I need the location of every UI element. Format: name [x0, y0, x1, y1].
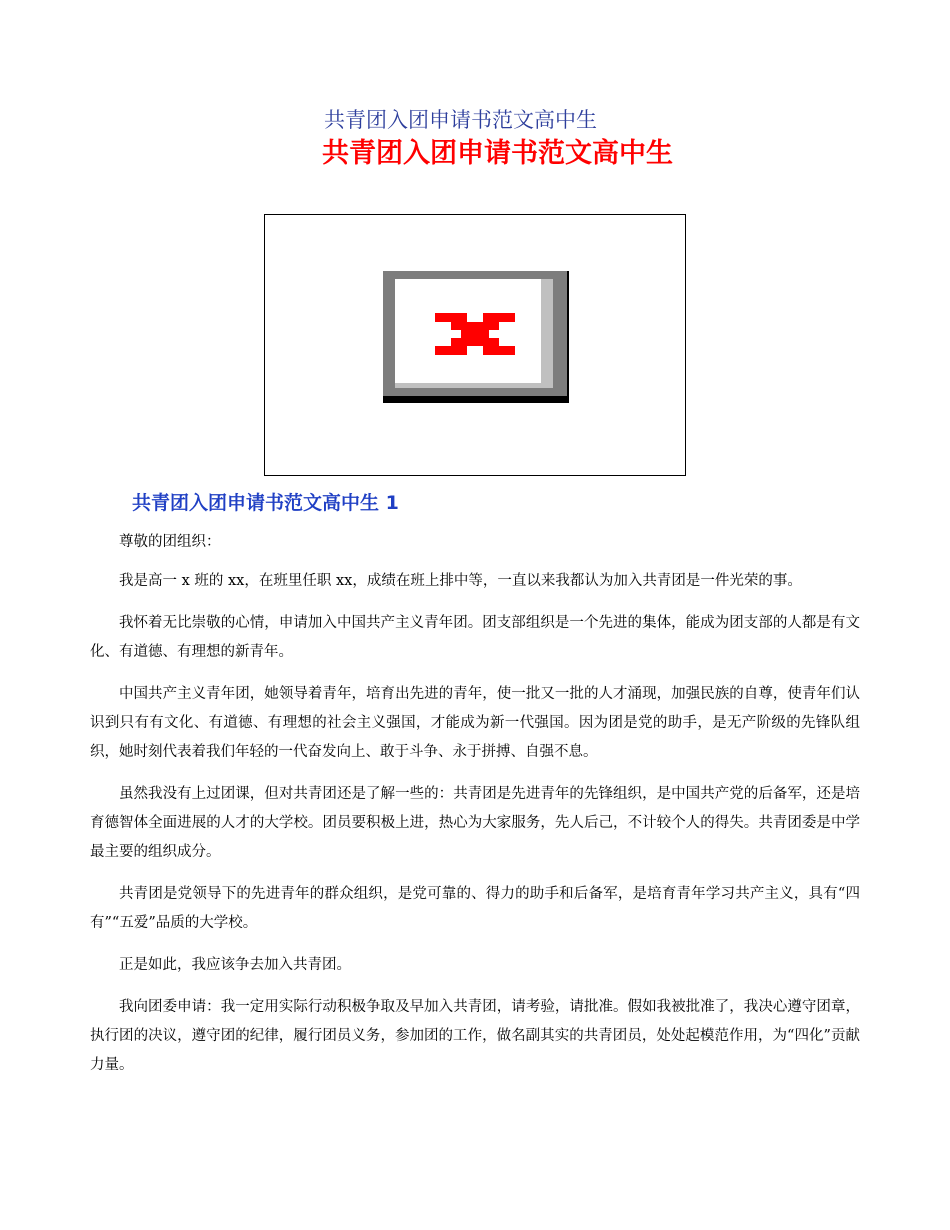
document-title: 共青团入团申请书范文高中生: [324, 108, 597, 132]
broken-image-icon: [383, 271, 569, 403]
section-heading: 共青团入团申请书范文高中生 1: [132, 492, 399, 514]
salutation: 尊敬的团组织：: [119, 534, 221, 550]
document-main-heading: 共青团入团申请书范文高中生: [322, 138, 673, 169]
paragraph: 正是如此，我应该争去加入共青团。: [119, 957, 351, 973]
paragraph: 我是高一 x 班的 xx，在班里任职 xx，成绩在班上排中等，一直以来我都认为加入共青团是一件光荣的事。: [119, 573, 802, 589]
document-body: [90, 528, 860, 1093]
image-placeholder-frame: [264, 214, 686, 476]
paragraph: 共青团是党领导下的先进青年的群众组织，是党可靠的、得力的助手和后备军，是培育青年学习共产主义，具有“四有”“五爱”品质的大学校。: [90, 886, 860, 931]
paragraph: 中国共产主义青年团，她领导着青年，培育出先进的青年，使一批又一批的人才涌现，加强民族的自尊，使青年们认识到只有有文化、有道德、有理想的社会主义强国，才能成为新一代强国。因为团是党的助手，是无产阶级的先锋队组织，她时刻代表着我们年轻的一代奋发向上、敢于斗争、永于拼搏、自强不息。: [90, 686, 860, 760]
paragraph: 虽然我没有上过团课，但对共青团还是了解一些的：共青团是先进青年的先锋组织，是中国共产党的后备军，还是培育德智体全面进展的人才的大学校。团员要积极上进，热心为大家服务，先人后己，不计较个人的得失。共青团委是中学最主要的组织成分。: [90, 786, 860, 860]
paragraph: 我向团委申请：我一定用实际行动积极争取及早加入共青团，请考验，请批准。假如我被批准了，我决心遵守团章，执行团的决议，遵守团的纪律，履行团员义务，参加团的工作，做名副其实的共青团员，处处起模范作用，为“四化”贡献力量。: [90, 999, 860, 1073]
paragraph: 我怀着无比崇敬的心情，申请加入中国共产主义青年团。团支部组织是一个先进的集体，能成为团支部的人都是有文化、有道德、有理想的新青年。: [90, 615, 860, 660]
